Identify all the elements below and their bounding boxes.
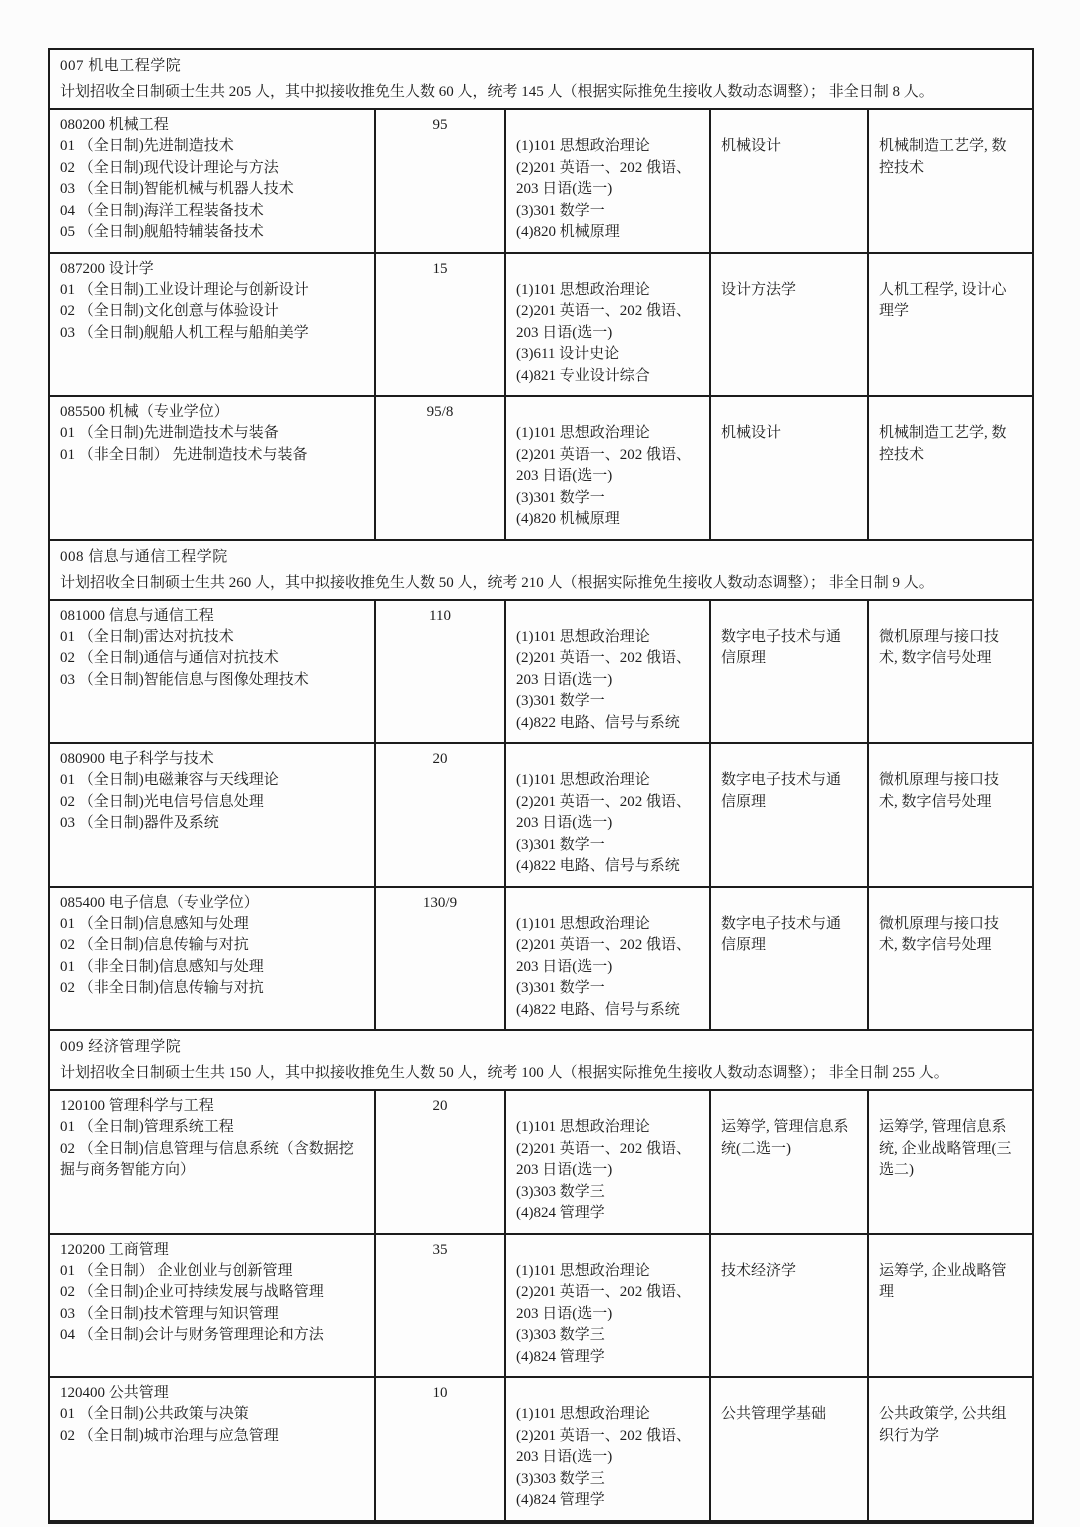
major-code-name: 120200 工商管理 — [60, 1241, 169, 1258]
additional-test-subject: 人机工程学, 设计心理学 — [879, 281, 1007, 319]
exam-subject: (2)201 英语一、202 俄语、203 日语(选一) — [516, 159, 691, 197]
exam-subjects-cell — [504, 744, 709, 886]
research-direction: 02 （全日制)信息管理与信息系统（含数据挖掘与商务智能方向） — [60, 1140, 354, 1178]
exam-subject: (3)301 数学一 — [516, 202, 605, 219]
research-direction: 01 （全日制)信息感知与处理 — [60, 915, 249, 932]
major-directions-cell — [50, 1091, 374, 1233]
major-directions-cell — [50, 1378, 374, 1520]
major-code-name: 120400 公共管理 — [60, 1385, 169, 1401]
major-directions-cell — [50, 1235, 374, 1377]
admission-quota: 15 — [432, 260, 448, 277]
exam-subject: (1)101 思想政治理论 — [516, 915, 650, 932]
exam-subject: (2)201 英语一、202 俄语、203 日语(选一) — [516, 446, 691, 484]
additional-test-cell — [867, 1091, 1032, 1233]
exam-subject: (3)301 数学一 — [516, 980, 605, 996]
program-row-080200 — [50, 108, 1032, 252]
admission-quota: 35 — [432, 1241, 448, 1258]
program-row-087200 — [50, 252, 1032, 396]
exam-subject: (1)101 思想政治理论 — [516, 1119, 650, 1135]
exam-subject: (4)822 电路、信号与系统 — [516, 714, 680, 731]
exam-subject: (3)301 数学一 — [516, 489, 605, 506]
research-direction: 03 （全日制)智能信息与图像处理技术 — [60, 671, 309, 688]
major-code-name: 085400 电子信息（专业学位） — [60, 894, 259, 911]
program-row-085500 — [50, 395, 1032, 539]
additional-test-cell — [867, 254, 1032, 396]
exam-subject: (1)101 思想政治理论 — [516, 772, 650, 788]
research-direction: 01 （全日制)电磁兼容与天线理论 — [60, 772, 279, 788]
major-code-name: 120100 管理科学与工程 — [60, 1098, 214, 1114]
college-plan-note: 计划招收全日制硕士生共 205 人，其中拟接收推免生人数 60 人，统考 145 人（根据实际推免生接收人数动态调整）； 非全日制 8 人。 — [60, 84, 934, 100]
additional-test-subject: 运筹学, 企业战略管理 — [879, 1262, 1007, 1300]
retest-subject-cell — [709, 397, 867, 539]
retest-subject-cell — [709, 601, 867, 743]
research-direction: 01 （全日制)工业设计理论与创新设计 — [60, 281, 309, 298]
program-row-120200 — [50, 1233, 1032, 1377]
exam-subject: (1)101 思想政治理论 — [516, 138, 650, 154]
admission-quota: 20 — [432, 1098, 448, 1114]
major-code-name: 081000 信息与通信工程 — [60, 607, 214, 624]
exam-subjects-cell — [504, 1091, 709, 1233]
retest-subject: 运筹学, 管理信息系统(二选一) — [721, 1119, 849, 1157]
program-row-120400 — [50, 1376, 1032, 1520]
admission-quota: 20 — [432, 751, 448, 767]
research-direction: 01 （全日制)先进制造技术与装备 — [60, 425, 279, 441]
exam-subject: (4)820 机械原理 — [516, 511, 620, 527]
exam-subject: (2)201 英语一、202 俄语、203 日语(选一) — [516, 1140, 691, 1178]
research-direction: 02 （全日制)城市治理与应急管理 — [60, 1427, 279, 1444]
exam-subject: (3)301 数学一 — [516, 693, 605, 709]
admission-quota: 10 — [432, 1385, 448, 1401]
major-code-name: 080900 电子科学与技术 — [60, 751, 214, 767]
exam-subject: (3)303 数学三 — [516, 1470, 605, 1487]
research-direction: 03 （全日制)舰船人机工程与船舶美学 — [60, 324, 309, 341]
research-direction: 01 （全日制） 企业创业与创新管理 — [60, 1262, 293, 1279]
college-title: 007 机电工程学院 — [60, 58, 182, 74]
admission-quota: 95/8 — [426, 404, 454, 420]
exam-subject: (4)820 机械原理 — [516, 224, 620, 240]
retest-subject: 技术经济学 — [721, 1262, 797, 1279]
college-title: 009 经济管理学院 — [60, 1039, 182, 1055]
exam-subject: (1)101 思想政治理论 — [516, 1406, 650, 1422]
retest-subject-cell — [709, 110, 867, 252]
quota-cell — [374, 601, 504, 743]
exam-subjects-cell — [504, 1235, 709, 1377]
program-row-120100 — [50, 1089, 1032, 1233]
additional-test-cell — [867, 1378, 1032, 1520]
college-plan-note: 计划招收全日制硕士生共 260 人，其中拟接收推免生人数 50 人，统考 210 人（根据实际推免生接收人数动态调整）； 非全日制 9 人。 — [60, 574, 934, 591]
program-row-081000 — [50, 599, 1032, 743]
admission-quota: 95 — [432, 117, 448, 133]
retest-subject: 设计方法学 — [721, 281, 797, 298]
additional-test-cell — [867, 397, 1032, 539]
quota-cell — [374, 397, 504, 539]
admissions-catalog-table — [48, 48, 1034, 1524]
quota-cell — [374, 888, 504, 1030]
additional-test-subject: 公共政策学, 公共组织行为学 — [879, 1406, 1007, 1444]
major-directions-cell — [50, 744, 374, 886]
major-code-name: 085500 机械（专业学位） — [60, 404, 229, 420]
major-directions-cell — [50, 254, 374, 396]
exam-subject: (4)824 管理学 — [516, 1348, 605, 1365]
retest-subject-cell — [709, 744, 867, 886]
exam-subjects-cell — [504, 254, 709, 396]
exam-subject: (1)101 思想政治理论 — [516, 628, 650, 645]
major-code-name: 087200 设计学 — [60, 260, 154, 277]
exam-subject: (3)303 数学三 — [516, 1327, 605, 1343]
program-row-085400 — [50, 886, 1032, 1030]
additional-test-cell — [867, 744, 1032, 886]
exam-subject: (4)824 管理学 — [516, 1492, 605, 1508]
college-header — [50, 1029, 1032, 1089]
research-direction: 02 （全日制)企业可持续发展与战略管理 — [60, 1284, 324, 1300]
quota-cell — [374, 1091, 504, 1233]
major-directions-cell — [50, 397, 374, 539]
retest-subject: 机械设计 — [721, 425, 782, 441]
quota-cell — [374, 254, 504, 396]
research-direction: 01 （全日制)雷达对抗技术 — [60, 628, 234, 645]
research-direction: 04 （全日制)会计与财务管理理论和方法 — [60, 1327, 324, 1343]
exam-subject: (1)101 思想政治理论 — [516, 425, 650, 441]
additional-test-subject: 微机原理与接口技术, 数字信号处理 — [879, 915, 1000, 953]
exam-subject: (3)303 数学三 — [516, 1183, 605, 1200]
research-direction: 02 （全日制)现代设计理论与方法 — [60, 159, 279, 176]
retest-subject: 公共管理学基础 — [721, 1406, 827, 1422]
research-direction: 01 （全日制)公共政策与决策 — [60, 1406, 249, 1422]
additional-test-cell — [867, 1235, 1032, 1377]
major-code-name: 080200 机械工程 — [60, 117, 169, 133]
additional-test-cell — [867, 888, 1032, 1030]
additional-test-subject: 微机原理与接口技术, 数字信号处理 — [879, 628, 1000, 666]
exam-subject: (3)611 设计史论 — [516, 346, 620, 362]
research-direction: 02 （全日制)信息传输与对抗 — [60, 937, 249, 953]
exam-subjects-cell — [504, 1378, 709, 1520]
additional-test-cell — [867, 110, 1032, 252]
research-direction: 01 （非全日制)信息感知与处理 — [60, 958, 264, 975]
program-row-080900 — [50, 742, 1032, 886]
college-plan-note: 计划招收全日制硕士生共 150 人，其中拟接收推免生人数 50 人，统考 100 人（根据实际推免生接收人数动态调整）； 非全日制 255 人。 — [60, 1065, 949, 1081]
research-direction: 01 （全日制)管理系统工程 — [60, 1119, 234, 1135]
exam-subject: (1)101 思想政治理论 — [516, 281, 650, 298]
college-title: 008 信息与通信工程学院 — [60, 548, 228, 565]
exam-subject: (1)101 思想政治理论 — [516, 1262, 650, 1279]
research-direction: 02 （全日制)光电信号信息处理 — [60, 793, 264, 810]
exam-subject: (2)201 英语一、202 俄语、203 日语(选一) — [516, 303, 691, 341]
additional-test-cell — [867, 601, 1032, 743]
exam-subject: (2)201 英语一、202 俄语、203 日语(选一) — [516, 793, 691, 831]
exam-subject: (4)822 电路、信号与系统 — [516, 1001, 680, 1018]
research-direction: 05 （全日制)舰船特辅装备技术 — [60, 224, 264, 240]
major-directions-cell — [50, 888, 374, 1030]
additional-test-subject: 运筹学, 管理信息系统, 企业战略管理(三选二) — [879, 1119, 1012, 1178]
exam-subjects-cell — [504, 110, 709, 252]
research-direction: 03 （全日制)器件及系统 — [60, 815, 219, 831]
college-header — [50, 50, 1032, 108]
research-direction: 01 （全日制)先进制造技术 — [60, 138, 234, 154]
research-direction: 01 （非全日制） 先进制造技术与装备 — [60, 446, 308, 463]
additional-test-subject: 机械制造工艺学, 数控技术 — [879, 425, 1007, 463]
research-direction: 03 （全日制)智能机械与机器人技术 — [60, 181, 294, 197]
exam-subject: (4)821 专业设计综合 — [516, 367, 650, 384]
quota-cell — [374, 110, 504, 252]
additional-test-subject: 机械制造工艺学, 数控技术 — [879, 138, 1007, 176]
quota-cell — [374, 744, 504, 886]
college-section-007 — [50, 50, 1032, 539]
major-directions-cell — [50, 110, 374, 252]
exam-subject: (3)301 数学一 — [516, 836, 605, 853]
retest-subject-cell — [709, 1378, 867, 1520]
retest-subject: 数字电子技术与通信原理 — [721, 915, 842, 953]
exam-subject: (2)201 英语一、202 俄语、203 日语(选一) — [516, 937, 691, 975]
research-direction: 04 （全日制)海洋工程装备技术 — [60, 202, 264, 219]
college-section-009 — [50, 1029, 1032, 1520]
retest-subject-cell — [709, 1235, 867, 1377]
exam-subject: (4)824 管理学 — [516, 1205, 605, 1221]
college-header — [50, 539, 1032, 599]
additional-test-subject: 微机原理与接口技术, 数字信号处理 — [879, 772, 1000, 810]
retest-subject: 数字电子技术与通信原理 — [721, 628, 842, 666]
retest-subject: 数字电子技术与通信原理 — [721, 772, 842, 810]
research-direction: 02 （非全日制)信息传输与对抗 — [60, 980, 264, 996]
exam-subject: (2)201 英语一、202 俄语、203 日语(选一) — [516, 650, 691, 688]
admission-quota: 110 — [429, 607, 451, 624]
retest-subject-cell — [709, 1091, 867, 1233]
research-direction: 02 （全日制)通信与通信对抗技术 — [60, 650, 279, 666]
exam-subjects-cell — [504, 601, 709, 743]
quota-cell — [374, 1378, 504, 1520]
research-direction: 03 （全日制)技术管理与知识管理 — [60, 1305, 279, 1322]
exam-subjects-cell — [504, 397, 709, 539]
exam-subject: (2)201 英语一、202 俄语、203 日语(选一) — [516, 1427, 691, 1465]
exam-subjects-cell — [504, 888, 709, 1030]
retest-subject-cell — [709, 888, 867, 1030]
major-directions-cell — [50, 601, 374, 743]
exam-subject: (4)822 电路、信号与系统 — [516, 858, 680, 874]
retest-subject: 机械设计 — [721, 138, 782, 154]
retest-subject-cell — [709, 254, 867, 396]
admission-quota: 130/9 — [422, 894, 458, 911]
exam-subject: (2)201 英语一、202 俄语、203 日语(选一) — [516, 1284, 691, 1322]
college-section-008 — [50, 539, 1032, 1030]
quota-cell — [374, 1235, 504, 1377]
research-direction: 02 （全日制)文化创意与体验设计 — [60, 303, 279, 319]
